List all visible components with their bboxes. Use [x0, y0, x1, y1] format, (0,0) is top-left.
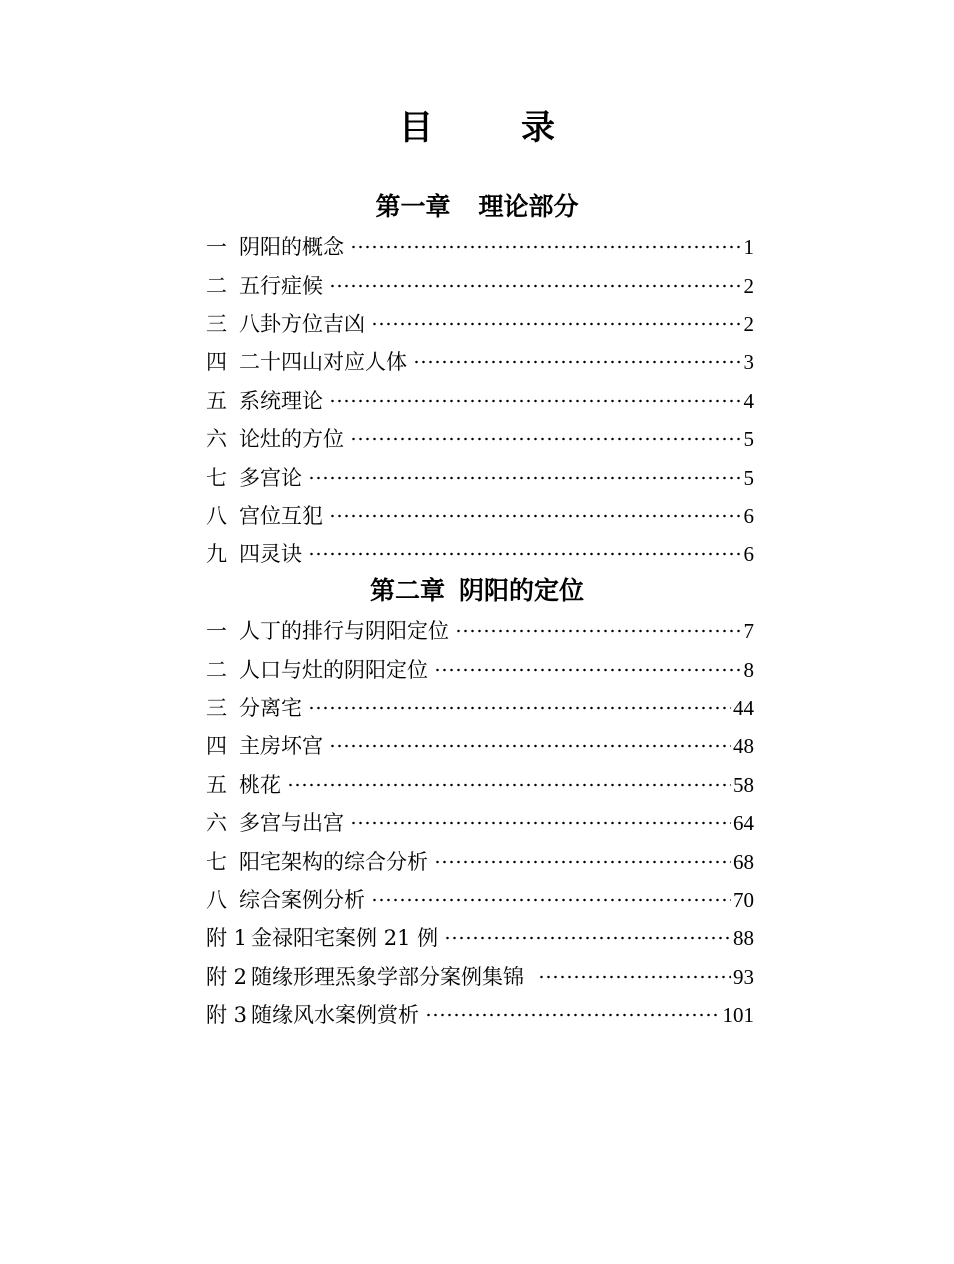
entry-number: 五 — [206, 772, 227, 797]
toc-entry[interactable] — [206, 343, 754, 381]
dot-leader — [371, 898, 731, 902]
dot-leader — [371, 322, 742, 326]
entry-page: 58 — [733, 772, 754, 797]
dot-leader — [329, 514, 742, 518]
entry-number: 八 — [206, 887, 227, 912]
dot-leader — [287, 783, 731, 787]
entry-page: 7 — [743, 619, 754, 644]
toc-entry[interactable] — [206, 420, 754, 458]
entry-page: 70 — [733, 887, 754, 912]
entry-number: 六 — [206, 427, 227, 452]
toc-entry[interactable] — [206, 305, 754, 343]
entry-page: 6 — [743, 542, 754, 567]
entry-number: 四 — [206, 350, 227, 375]
entry-number: 附 1 — [206, 926, 248, 951]
entry-title: 主房坏宫 — [239, 734, 323, 759]
dot-leader — [329, 744, 731, 748]
entry-title: 四灵诀 — [239, 542, 302, 567]
entry-number: 九 — [206, 542, 227, 567]
toc-entry[interactable] — [206, 458, 754, 496]
entry-number: 一 — [206, 619, 227, 644]
entry-page: 68 — [733, 849, 754, 874]
dot-leader — [413, 360, 742, 364]
entry-number: 四 — [206, 734, 227, 759]
entry-page: 5 — [743, 465, 754, 490]
toc-entry[interactable] — [206, 996, 754, 1034]
entry-number: 附 3 — [206, 1003, 248, 1028]
page-title — [0, 103, 954, 153]
entry-title: 分离宅 — [239, 695, 302, 720]
entry-title: 综合案例分析 — [239, 887, 365, 912]
toc-entry[interactable] — [206, 689, 754, 727]
chapter-2-heading — [0, 574, 954, 608]
entry-number: 八 — [206, 503, 227, 528]
toc-entry[interactable] — [206, 842, 754, 880]
toc-entry[interactable] — [206, 958, 754, 996]
entry-number: 附 2 — [206, 964, 248, 989]
entry-title: 五行症候 — [239, 273, 323, 298]
chapter-1-heading — [0, 190, 954, 224]
title-char-2: 录 — [521, 108, 555, 148]
entry-page: 44 — [733, 695, 754, 720]
entry-title: 八卦方位吉凶 — [239, 311, 365, 336]
chapter-1-toc-list — [206, 228, 754, 574]
dot-leader — [425, 1013, 720, 1017]
entry-title: 随缘风水案例赏析 — [251, 1003, 420, 1028]
entry-page: 2 — [743, 273, 754, 298]
dot-leader — [329, 399, 742, 403]
entry-title: 系统理论 — [239, 388, 323, 413]
entry-page: 2 — [743, 311, 754, 336]
entry-title: 阴阳的概念 — [239, 235, 344, 260]
toc-entry[interactable] — [206, 650, 754, 688]
entry-number: 二 — [206, 657, 227, 682]
dot-leader — [434, 668, 742, 672]
dot-leader — [434, 860, 731, 864]
toc-entry[interactable] — [206, 727, 754, 765]
entry-title: 多宫与出宫 — [239, 811, 344, 836]
title-char-1: 目 — [399, 108, 433, 148]
toc-entry[interactable] — [206, 228, 754, 266]
entry-number: 七 — [206, 465, 227, 490]
entry-page: 3 — [743, 350, 754, 375]
entry-page: 5 — [743, 427, 754, 452]
entry-number: 一 — [206, 235, 227, 260]
toc-entry[interactable] — [206, 612, 754, 650]
entry-title: 多宫论 — [239, 465, 302, 490]
toc-entry[interactable] — [206, 881, 754, 919]
dot-leader — [350, 437, 742, 441]
toc-entry[interactable] — [206, 382, 754, 420]
dot-leader — [329, 284, 742, 288]
entry-page: 64 — [733, 811, 754, 836]
toc-entry[interactable] — [206, 766, 754, 804]
dot-leader — [350, 821, 731, 825]
entry-page: 6 — [743, 503, 754, 528]
entry-title: 人口与灶的阴阳定位 — [239, 657, 428, 682]
entry-title: 阳宅架构的综合分析 — [239, 849, 428, 874]
entry-number: 六 — [206, 811, 227, 836]
entry-page: 4 — [743, 388, 754, 413]
dot-leader — [308, 552, 742, 556]
toc-entry[interactable] — [206, 804, 754, 842]
toc-entry[interactable] — [206, 535, 754, 573]
entry-number: 五 — [206, 388, 227, 413]
entry-title: 宫位互犯 — [239, 503, 323, 528]
entry-number: 七 — [206, 849, 227, 874]
entry-title: 二十四山对应人体 — [239, 350, 407, 375]
entry-title: 论灶的方位 — [239, 427, 344, 452]
entry-page: 8 — [743, 657, 754, 682]
entry-page: 1 — [743, 235, 754, 260]
entry-title: 桃花 — [239, 772, 281, 797]
toc-entry[interactable] — [206, 266, 754, 304]
entry-title: 人丁的排行与阴阳定位 — [239, 619, 449, 644]
entry-title: 随缘形理炁象学部分案例集锦 — [251, 964, 525, 989]
entry-number: 二 — [206, 273, 227, 298]
toc-entry[interactable] — [206, 919, 754, 957]
chapter-2-toc-list — [206, 612, 754, 1034]
entry-page: 88 — [733, 926, 754, 951]
chapter-name: 理论部分 — [478, 192, 579, 221]
entry-page: 48 — [733, 734, 754, 759]
dot-leader — [444, 936, 731, 940]
dot-leader — [455, 629, 742, 633]
chapter-number: 第二章 — [369, 576, 445, 605]
dot-leader — [538, 975, 731, 979]
entry-page: 101 — [722, 1003, 754, 1028]
entry-number: 三 — [206, 695, 227, 720]
chapter-number: 第一章 — [375, 192, 451, 221]
entry-title: 金禄阳宅案例 21 例 — [251, 926, 439, 951]
dot-leader — [308, 476, 742, 480]
entry-number: 三 — [206, 311, 227, 336]
dot-leader — [350, 245, 742, 249]
chapter-name: 阴阳的定位 — [459, 576, 585, 605]
dot-leader — [308, 706, 731, 710]
toc-entry[interactable] — [206, 497, 754, 535]
entry-page: 93 — [733, 964, 754, 989]
